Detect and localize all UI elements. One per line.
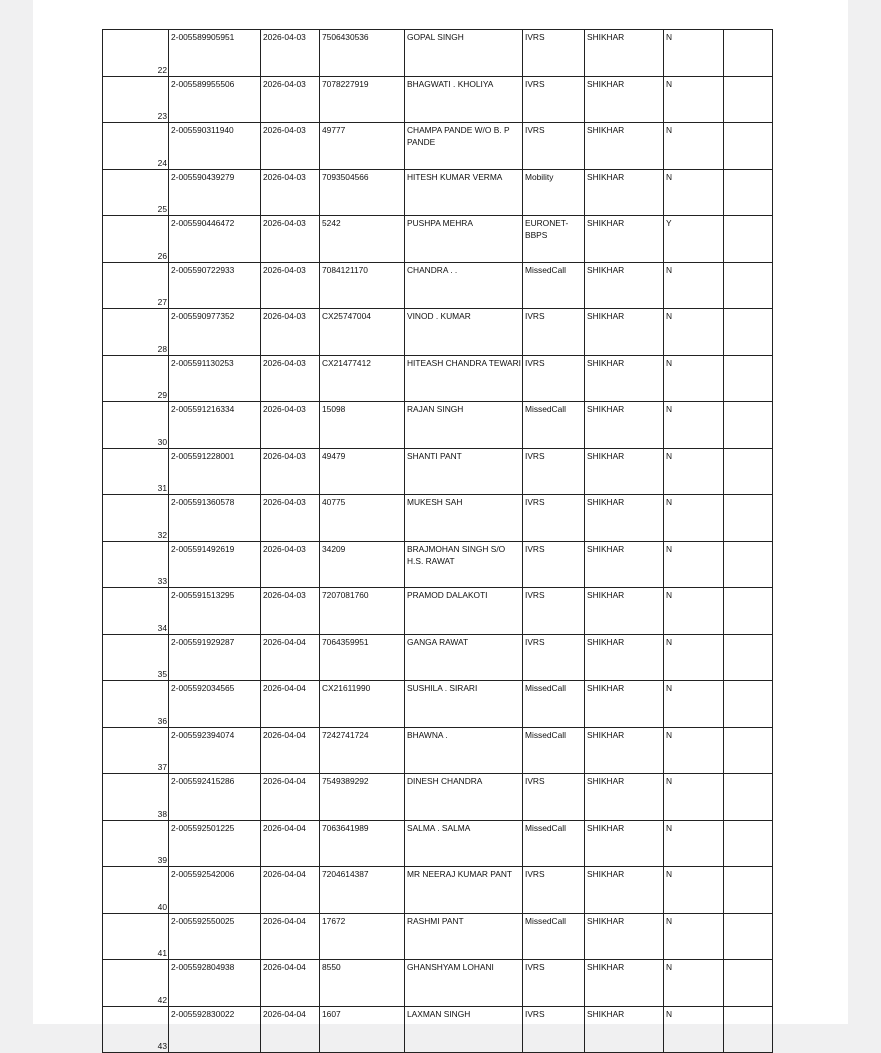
reference-cell: 2-005590311940 xyxy=(169,123,261,170)
customer-name-cell: SHANTI PANT xyxy=(405,448,523,495)
reference-cell: 2-005591929287 xyxy=(169,634,261,681)
row-number: 40 xyxy=(103,867,169,914)
table-row xyxy=(103,588,773,635)
flag-cell: N xyxy=(664,541,724,588)
flag-cell: N xyxy=(664,634,724,681)
customer-name-cell: CHAMPA PANDE W/O B. P PANDE xyxy=(405,123,523,170)
table-row xyxy=(103,169,773,216)
date-cell: 2026-04-04 xyxy=(261,1006,320,1053)
empty-cell xyxy=(724,588,773,635)
customer-name-cell: BHAGWATI . KHOLIYA xyxy=(405,76,523,123)
empty-cell xyxy=(724,727,773,774)
reference-cell: 2-005591360578 xyxy=(169,495,261,542)
unit-cell: SHIKHAR xyxy=(585,727,664,774)
channel-cell: MissedCall xyxy=(523,727,585,774)
account-id-cell: 7093504566 xyxy=(320,169,405,216)
unit-cell: SHIKHAR xyxy=(585,1006,664,1053)
unit-cell: SHIKHAR xyxy=(585,867,664,914)
empty-cell xyxy=(724,541,773,588)
customer-name-cell: SUSHILA . SIRARI xyxy=(405,681,523,728)
account-id-cell: CX21611990 xyxy=(320,681,405,728)
channel-cell: IVRS xyxy=(523,960,585,1007)
channel-cell: IVRS xyxy=(523,495,585,542)
reference-cell: 2-005592542006 xyxy=(169,867,261,914)
flag-cell: N xyxy=(664,30,724,77)
table-row xyxy=(103,1006,773,1053)
empty-cell xyxy=(724,495,773,542)
reference-cell: 2-005592804938 xyxy=(169,960,261,1007)
unit-cell: SHIKHAR xyxy=(585,541,664,588)
flag-cell: N xyxy=(664,123,724,170)
unit-cell: SHIKHAR xyxy=(585,681,664,728)
row-number: 29 xyxy=(103,355,169,402)
unit-cell: SHIKHAR xyxy=(585,495,664,542)
channel-cell: IVRS xyxy=(523,588,585,635)
empty-cell xyxy=(724,123,773,170)
row-number: 23 xyxy=(103,76,169,123)
reference-cell: 2-005590977352 xyxy=(169,309,261,356)
channel-cell: IVRS xyxy=(523,867,585,914)
date-cell: 2026-04-03 xyxy=(261,541,320,588)
unit-cell: SHIKHAR xyxy=(585,913,664,960)
customer-name-cell: MUKESH SAH xyxy=(405,495,523,542)
flag-cell: N xyxy=(664,913,724,960)
channel-cell: IVRS xyxy=(523,634,585,681)
flag-cell: N xyxy=(664,169,724,216)
empty-cell xyxy=(724,355,773,402)
table-row xyxy=(103,495,773,542)
flag-cell: N xyxy=(664,76,724,123)
unit-cell: SHIKHAR xyxy=(585,76,664,123)
account-id-cell: 17672 xyxy=(320,913,405,960)
flag-cell: N xyxy=(664,774,724,821)
table-row xyxy=(103,681,773,728)
table-row xyxy=(103,216,773,263)
customer-name-cell: HITEASH CHANDRA TEWARI xyxy=(405,355,523,402)
flag-cell: N xyxy=(664,309,724,356)
unit-cell: SHIKHAR xyxy=(585,402,664,449)
empty-cell xyxy=(724,402,773,449)
table-row xyxy=(103,76,773,123)
reference-cell: 2-005592394074 xyxy=(169,727,261,774)
flag-cell: N xyxy=(664,960,724,1007)
unit-cell: SHIKHAR xyxy=(585,960,664,1007)
date-cell: 2026-04-03 xyxy=(261,402,320,449)
row-number: 30 xyxy=(103,402,169,449)
table-row xyxy=(103,960,773,1007)
reference-cell: 2-005589955506 xyxy=(169,76,261,123)
flag-cell: N xyxy=(664,495,724,542)
reference-cell: 2-005589905951 xyxy=(169,30,261,77)
flag-cell: N xyxy=(664,681,724,728)
records-table-body xyxy=(103,30,773,1053)
account-id-cell: CX21477412 xyxy=(320,355,405,402)
unit-cell: SHIKHAR xyxy=(585,448,664,495)
table-row xyxy=(103,402,773,449)
row-number: 25 xyxy=(103,169,169,216)
table-row xyxy=(103,309,773,356)
row-number: 31 xyxy=(103,448,169,495)
date-cell: 2026-04-04 xyxy=(261,774,320,821)
channel-cell: IVRS xyxy=(523,355,585,402)
reference-cell: 2-005592501225 xyxy=(169,820,261,867)
channel-cell: MissedCall xyxy=(523,820,585,867)
table-row xyxy=(103,355,773,402)
unit-cell: SHIKHAR xyxy=(585,588,664,635)
flag-cell: N xyxy=(664,727,724,774)
reference-cell: 2-005591130253 xyxy=(169,355,261,402)
records-table xyxy=(102,29,773,1053)
document-page xyxy=(33,0,848,1051)
empty-cell xyxy=(724,681,773,728)
channel-cell: Mobility xyxy=(523,169,585,216)
reference-cell: 2-005591513295 xyxy=(169,588,261,635)
empty-cell xyxy=(724,169,773,216)
customer-name-cell: GANGA RAWAT xyxy=(405,634,523,681)
flag-cell: N xyxy=(664,355,724,402)
empty-cell xyxy=(724,76,773,123)
account-id-cell: 8550 xyxy=(320,960,405,1007)
account-id-cell: 5242 xyxy=(320,216,405,263)
row-number: 36 xyxy=(103,681,169,728)
empty-cell xyxy=(724,1006,773,1053)
channel-cell: MissedCall xyxy=(523,913,585,960)
row-number: 26 xyxy=(103,216,169,263)
row-number: 27 xyxy=(103,262,169,309)
table-row xyxy=(103,634,773,681)
channel-cell: IVRS xyxy=(523,541,585,588)
table-row xyxy=(103,541,773,588)
flag-cell: N xyxy=(664,867,724,914)
date-cell: 2026-04-04 xyxy=(261,727,320,774)
row-number: 22 xyxy=(103,30,169,77)
account-id-cell: 7207081760 xyxy=(320,588,405,635)
reference-cell: 2-005592830022 xyxy=(169,1006,261,1053)
date-cell: 2026-04-03 xyxy=(261,355,320,402)
unit-cell: SHIKHAR xyxy=(585,30,664,77)
customer-name-cell: PRAMOD DALAKOTI xyxy=(405,588,523,635)
customer-name-cell: HITESH KUMAR VERMA xyxy=(405,169,523,216)
date-cell: 2026-04-03 xyxy=(261,309,320,356)
unit-cell: SHIKHAR xyxy=(585,262,664,309)
reference-cell: 2-005590446472 xyxy=(169,216,261,263)
row-number: 24 xyxy=(103,123,169,170)
table-row xyxy=(103,262,773,309)
table-row xyxy=(103,30,773,77)
channel-cell: IVRS xyxy=(523,1006,585,1053)
date-cell: 2026-04-04 xyxy=(261,867,320,914)
flag-cell: N xyxy=(664,402,724,449)
date-cell: 2026-04-04 xyxy=(261,681,320,728)
flag-cell: N xyxy=(664,588,724,635)
unit-cell: SHIKHAR xyxy=(585,355,664,402)
reference-cell: 2-005590722933 xyxy=(169,262,261,309)
unit-cell: SHIKHAR xyxy=(585,309,664,356)
empty-cell xyxy=(724,867,773,914)
empty-cell xyxy=(724,216,773,263)
account-id-cell: 7078227919 xyxy=(320,76,405,123)
row-number: 43 xyxy=(103,1006,169,1053)
channel-cell: IVRS xyxy=(523,774,585,821)
flag-cell: Y xyxy=(664,216,724,263)
unit-cell: SHIKHAR xyxy=(585,634,664,681)
channel-cell: MissedCall xyxy=(523,262,585,309)
date-cell: 2026-04-03 xyxy=(261,448,320,495)
account-id-cell: 7063641989 xyxy=(320,820,405,867)
customer-name-cell: LAXMAN SINGH xyxy=(405,1006,523,1053)
empty-cell xyxy=(724,30,773,77)
customer-name-cell: BHAWNA . xyxy=(405,727,523,774)
flag-cell: N xyxy=(664,1006,724,1053)
customer-name-cell: VINOD . KUMAR xyxy=(405,309,523,356)
date-cell: 2026-04-03 xyxy=(261,262,320,309)
table-row xyxy=(103,913,773,960)
row-number: 42 xyxy=(103,960,169,1007)
customer-name-cell: GHANSHYAM LOHANI xyxy=(405,960,523,1007)
flag-cell: N xyxy=(664,448,724,495)
empty-cell xyxy=(724,820,773,867)
account-id-cell: 15098 xyxy=(320,402,405,449)
row-number: 28 xyxy=(103,309,169,356)
channel-cell: IVRS xyxy=(523,448,585,495)
reference-cell: 2-005592415286 xyxy=(169,774,261,821)
channel-cell: MissedCall xyxy=(523,402,585,449)
channel-cell: IVRS xyxy=(523,30,585,77)
flag-cell: N xyxy=(664,820,724,867)
account-id-cell: CX25747004 xyxy=(320,309,405,356)
reference-cell: 2-005591216334 xyxy=(169,402,261,449)
empty-cell xyxy=(724,960,773,1007)
customer-name-cell: DINESH CHANDRA xyxy=(405,774,523,821)
unit-cell: SHIKHAR xyxy=(585,820,664,867)
unit-cell: SHIKHAR xyxy=(585,123,664,170)
account-id-cell: 7064359951 xyxy=(320,634,405,681)
account-id-cell: 34209 xyxy=(320,541,405,588)
customer-name-cell: SALMA . SALMA xyxy=(405,820,523,867)
date-cell: 2026-04-03 xyxy=(261,123,320,170)
table-row xyxy=(103,448,773,495)
reference-cell: 2-005592034565 xyxy=(169,681,261,728)
date-cell: 2026-04-03 xyxy=(261,495,320,542)
empty-cell xyxy=(724,448,773,495)
empty-cell xyxy=(724,262,773,309)
row-number: 34 xyxy=(103,588,169,635)
row-number: 32 xyxy=(103,495,169,542)
channel-cell: IVRS xyxy=(523,309,585,356)
date-cell: 2026-04-04 xyxy=(261,634,320,681)
customer-name-cell: GOPAL SINGH xyxy=(405,30,523,77)
flag-cell: N xyxy=(664,262,724,309)
account-id-cell: 7204614387 xyxy=(320,867,405,914)
channel-cell: IVRS xyxy=(523,123,585,170)
date-cell: 2026-04-04 xyxy=(261,913,320,960)
reference-cell: 2-005591228001 xyxy=(169,448,261,495)
customer-name-cell: PUSHPA MEHRA xyxy=(405,216,523,263)
account-id-cell: 1607 xyxy=(320,1006,405,1053)
date-cell: 2026-04-04 xyxy=(261,960,320,1007)
row-number: 37 xyxy=(103,727,169,774)
date-cell: 2026-04-03 xyxy=(261,588,320,635)
table-row xyxy=(103,867,773,914)
customer-name-cell: RASHMI PANT xyxy=(405,913,523,960)
date-cell: 2026-04-03 xyxy=(261,169,320,216)
date-cell: 2026-04-03 xyxy=(261,30,320,77)
date-cell: 2026-04-04 xyxy=(261,820,320,867)
customer-name-cell: CHANDRA . . xyxy=(405,262,523,309)
row-number: 41 xyxy=(103,913,169,960)
account-id-cell: 7506430536 xyxy=(320,30,405,77)
empty-cell xyxy=(724,634,773,681)
empty-cell xyxy=(724,309,773,356)
row-number: 38 xyxy=(103,774,169,821)
customer-name-cell: BRAJMOHAN SINGH S/O H.S. RAWAT xyxy=(405,541,523,588)
account-id-cell: 7242741724 xyxy=(320,727,405,774)
account-id-cell: 40775 xyxy=(320,495,405,542)
date-cell: 2026-04-03 xyxy=(261,76,320,123)
reference-cell: 2-005590439279 xyxy=(169,169,261,216)
account-id-cell: 49479 xyxy=(320,448,405,495)
account-id-cell: 49777 xyxy=(320,123,405,170)
date-cell: 2026-04-03 xyxy=(261,216,320,263)
table-row xyxy=(103,727,773,774)
reference-cell: 2-005592550025 xyxy=(169,913,261,960)
empty-cell xyxy=(724,913,773,960)
unit-cell: SHIKHAR xyxy=(585,216,664,263)
row-number: 39 xyxy=(103,820,169,867)
row-number: 35 xyxy=(103,634,169,681)
unit-cell: SHIKHAR xyxy=(585,774,664,821)
channel-cell: IVRS xyxy=(523,76,585,123)
account-id-cell: 7549389292 xyxy=(320,774,405,821)
table-row xyxy=(103,820,773,867)
account-id-cell: 7084121170 xyxy=(320,262,405,309)
table-row xyxy=(103,123,773,170)
channel-cell: MissedCall xyxy=(523,681,585,728)
customer-name-cell: RAJAN SINGH xyxy=(405,402,523,449)
channel-cell: EURONET-BBPS xyxy=(523,216,585,263)
customer-name-cell: MR NEERAJ KUMAR PANT xyxy=(405,867,523,914)
empty-cell xyxy=(724,774,773,821)
table-row xyxy=(103,774,773,821)
row-number: 33 xyxy=(103,541,169,588)
unit-cell: SHIKHAR xyxy=(585,169,664,216)
reference-cell: 2-005591492619 xyxy=(169,541,261,588)
